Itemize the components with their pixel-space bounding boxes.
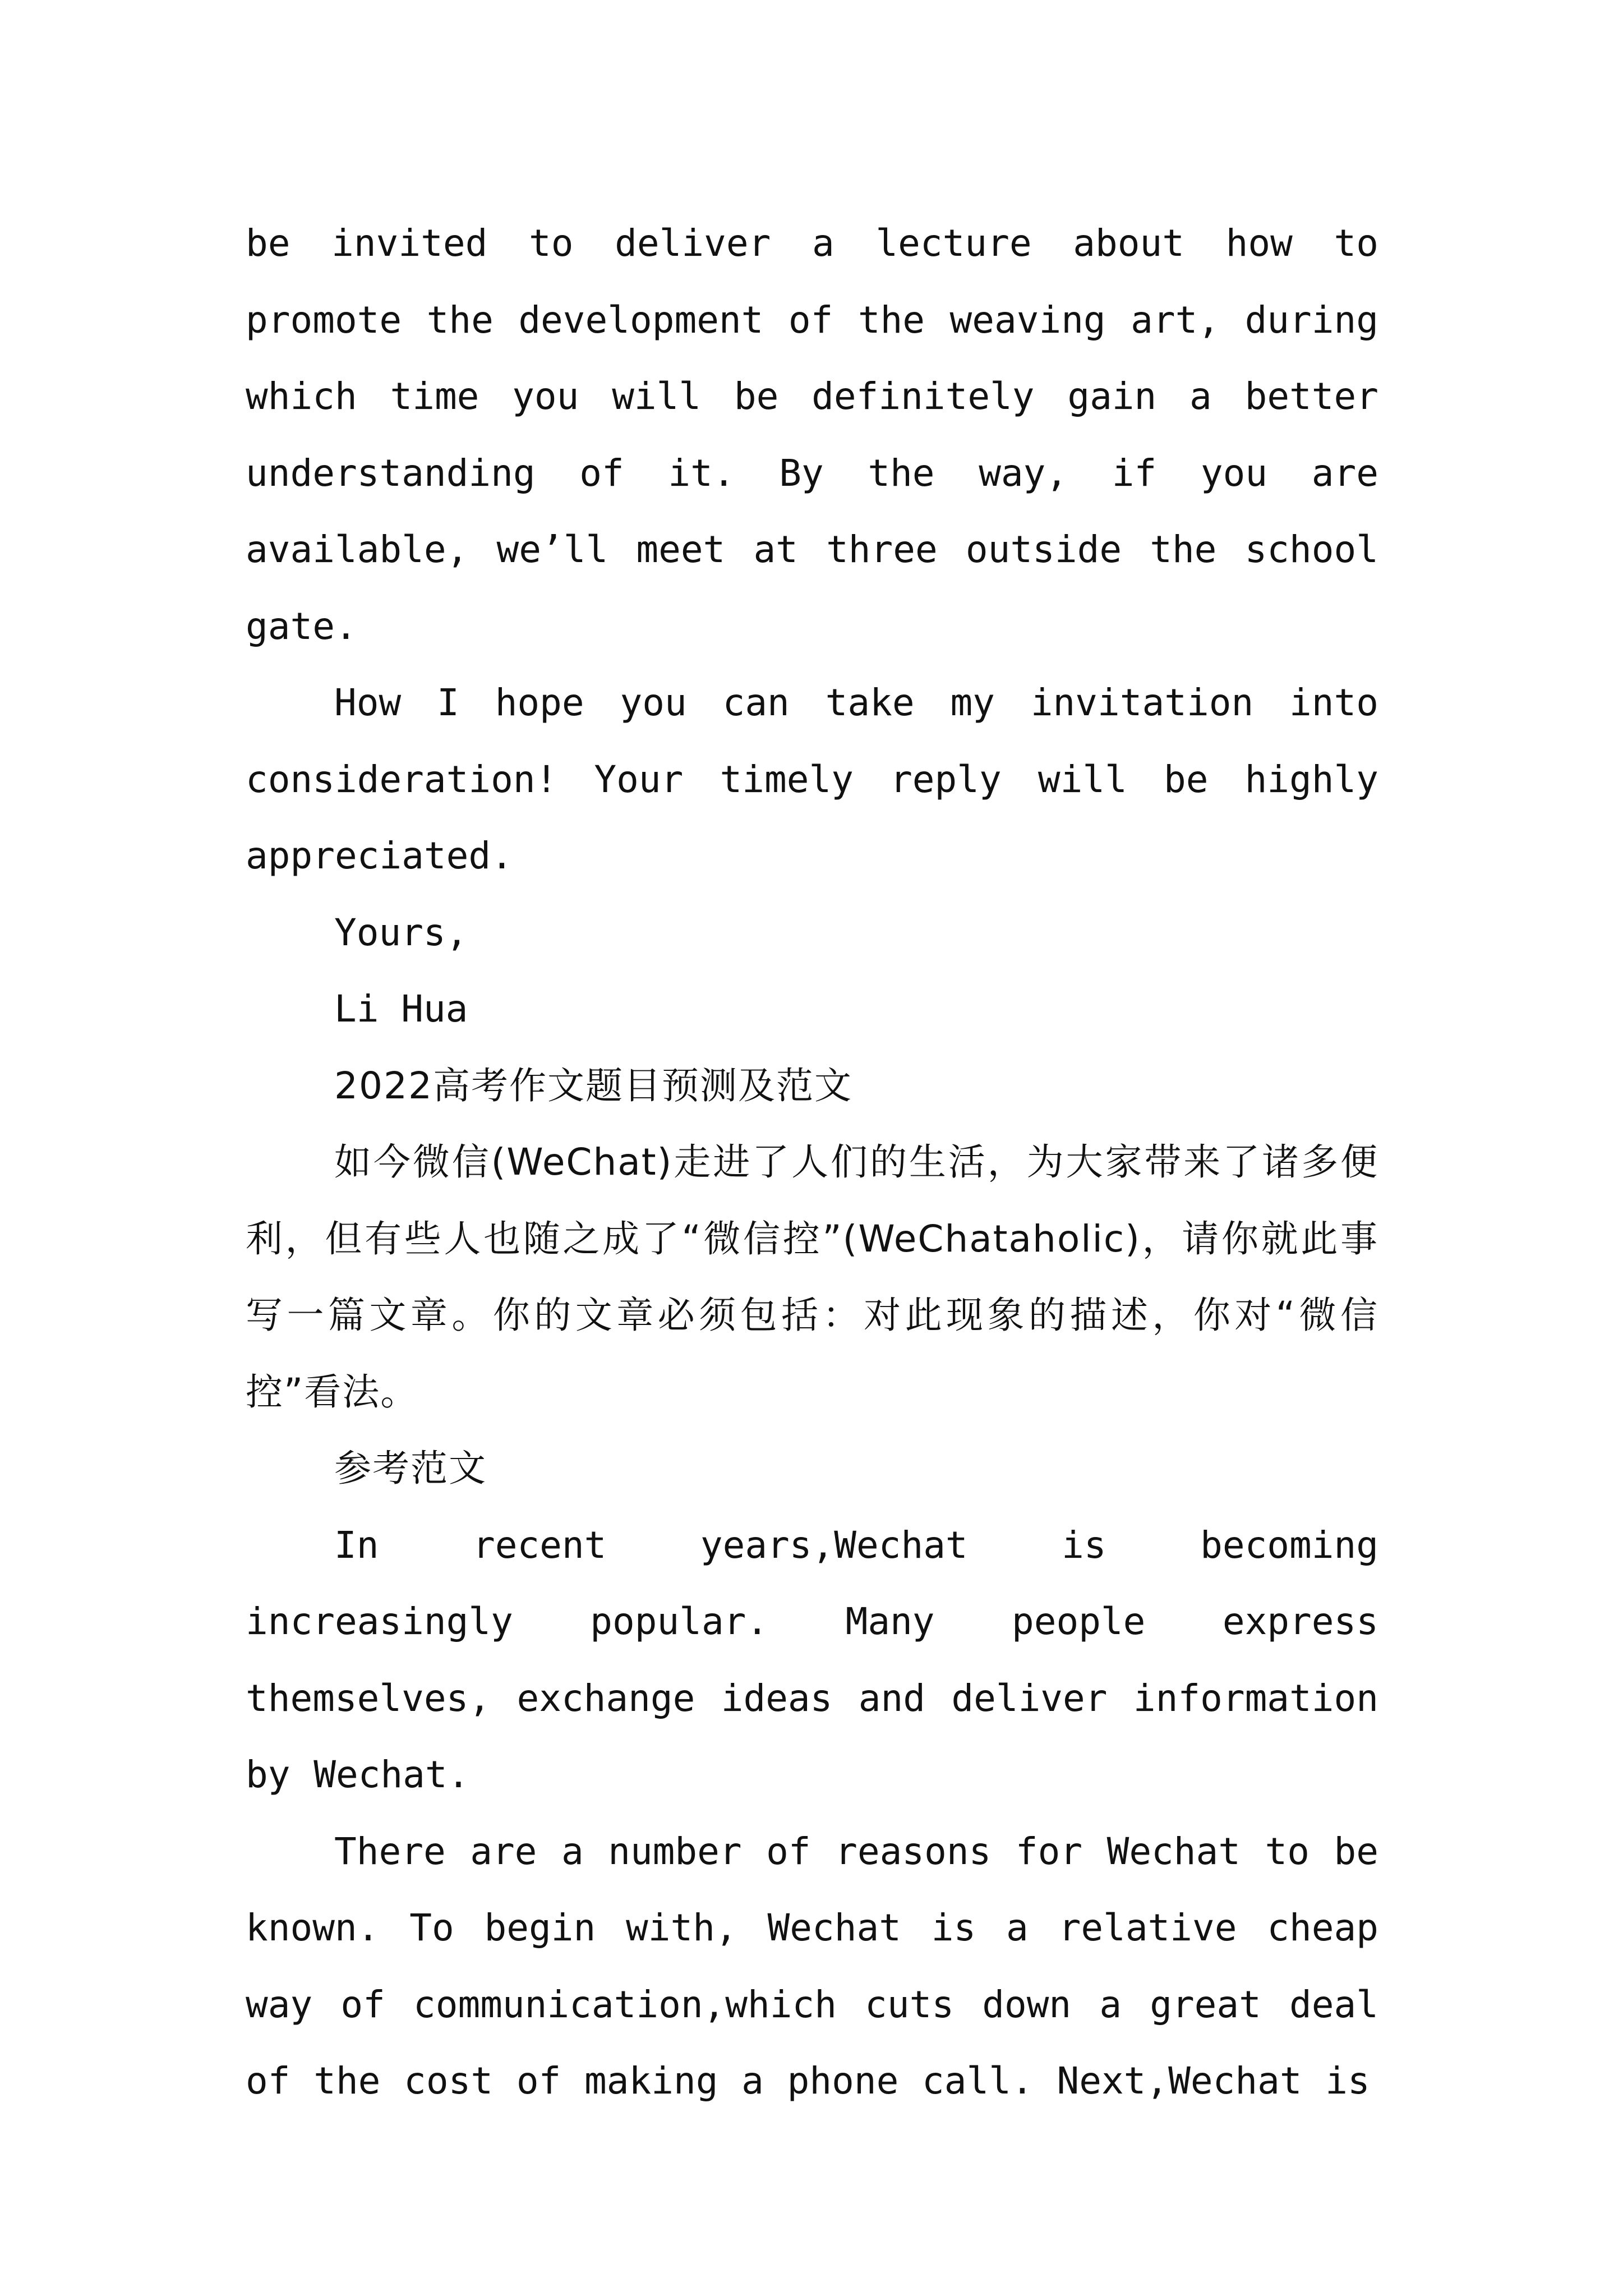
section-title: 2022高考作文题目预测及范文 <box>334 1064 852 1107</box>
essay-intro-paragraph: In recent years,Wechat is becoming increasingly popular. Many people express themselves, exchange ideas and deliver information by Wechat. <box>246 1523 1378 1796</box>
essay-reasons-paragraph: There are a number of reasons for Wechat to be known. To begin with, Wechat is a relative cheap way of communication,which cuts down a great deal of the cost of making a phone call. Next,Wechat is <box>246 1829 1378 2102</box>
prompt-paragraph: 如今微信(WeChat)走进了人们的生活，为大家带来了诸多便利，但有些人也随之成了“微信控”(WeChataholic)，请你就此事写一篇文章。你的文章必须包括：对此现象的描述，你对“微信控”看法。 <box>246 1140 1378 1414</box>
sign-off: Yours, <box>334 910 468 954</box>
sample-essay-heading: 参考范文 <box>334 1447 487 1490</box>
document-body <box>246 205 1378 2120</box>
letter-continuation-paragraph: be invited to deliver a lecture about how to promote the development of the weaving art, during which time you will be definitely gain a better understanding of it. By the way, if you are available, we’ll meet at three outside the school gate. <box>246 222 1378 648</box>
signature-name: Li Hua <box>334 987 468 1030</box>
letter-closing-request-paragraph: How I hope you can take my invitation into consideration! Your timely reply will be highly appreciated. <box>246 681 1378 877</box>
